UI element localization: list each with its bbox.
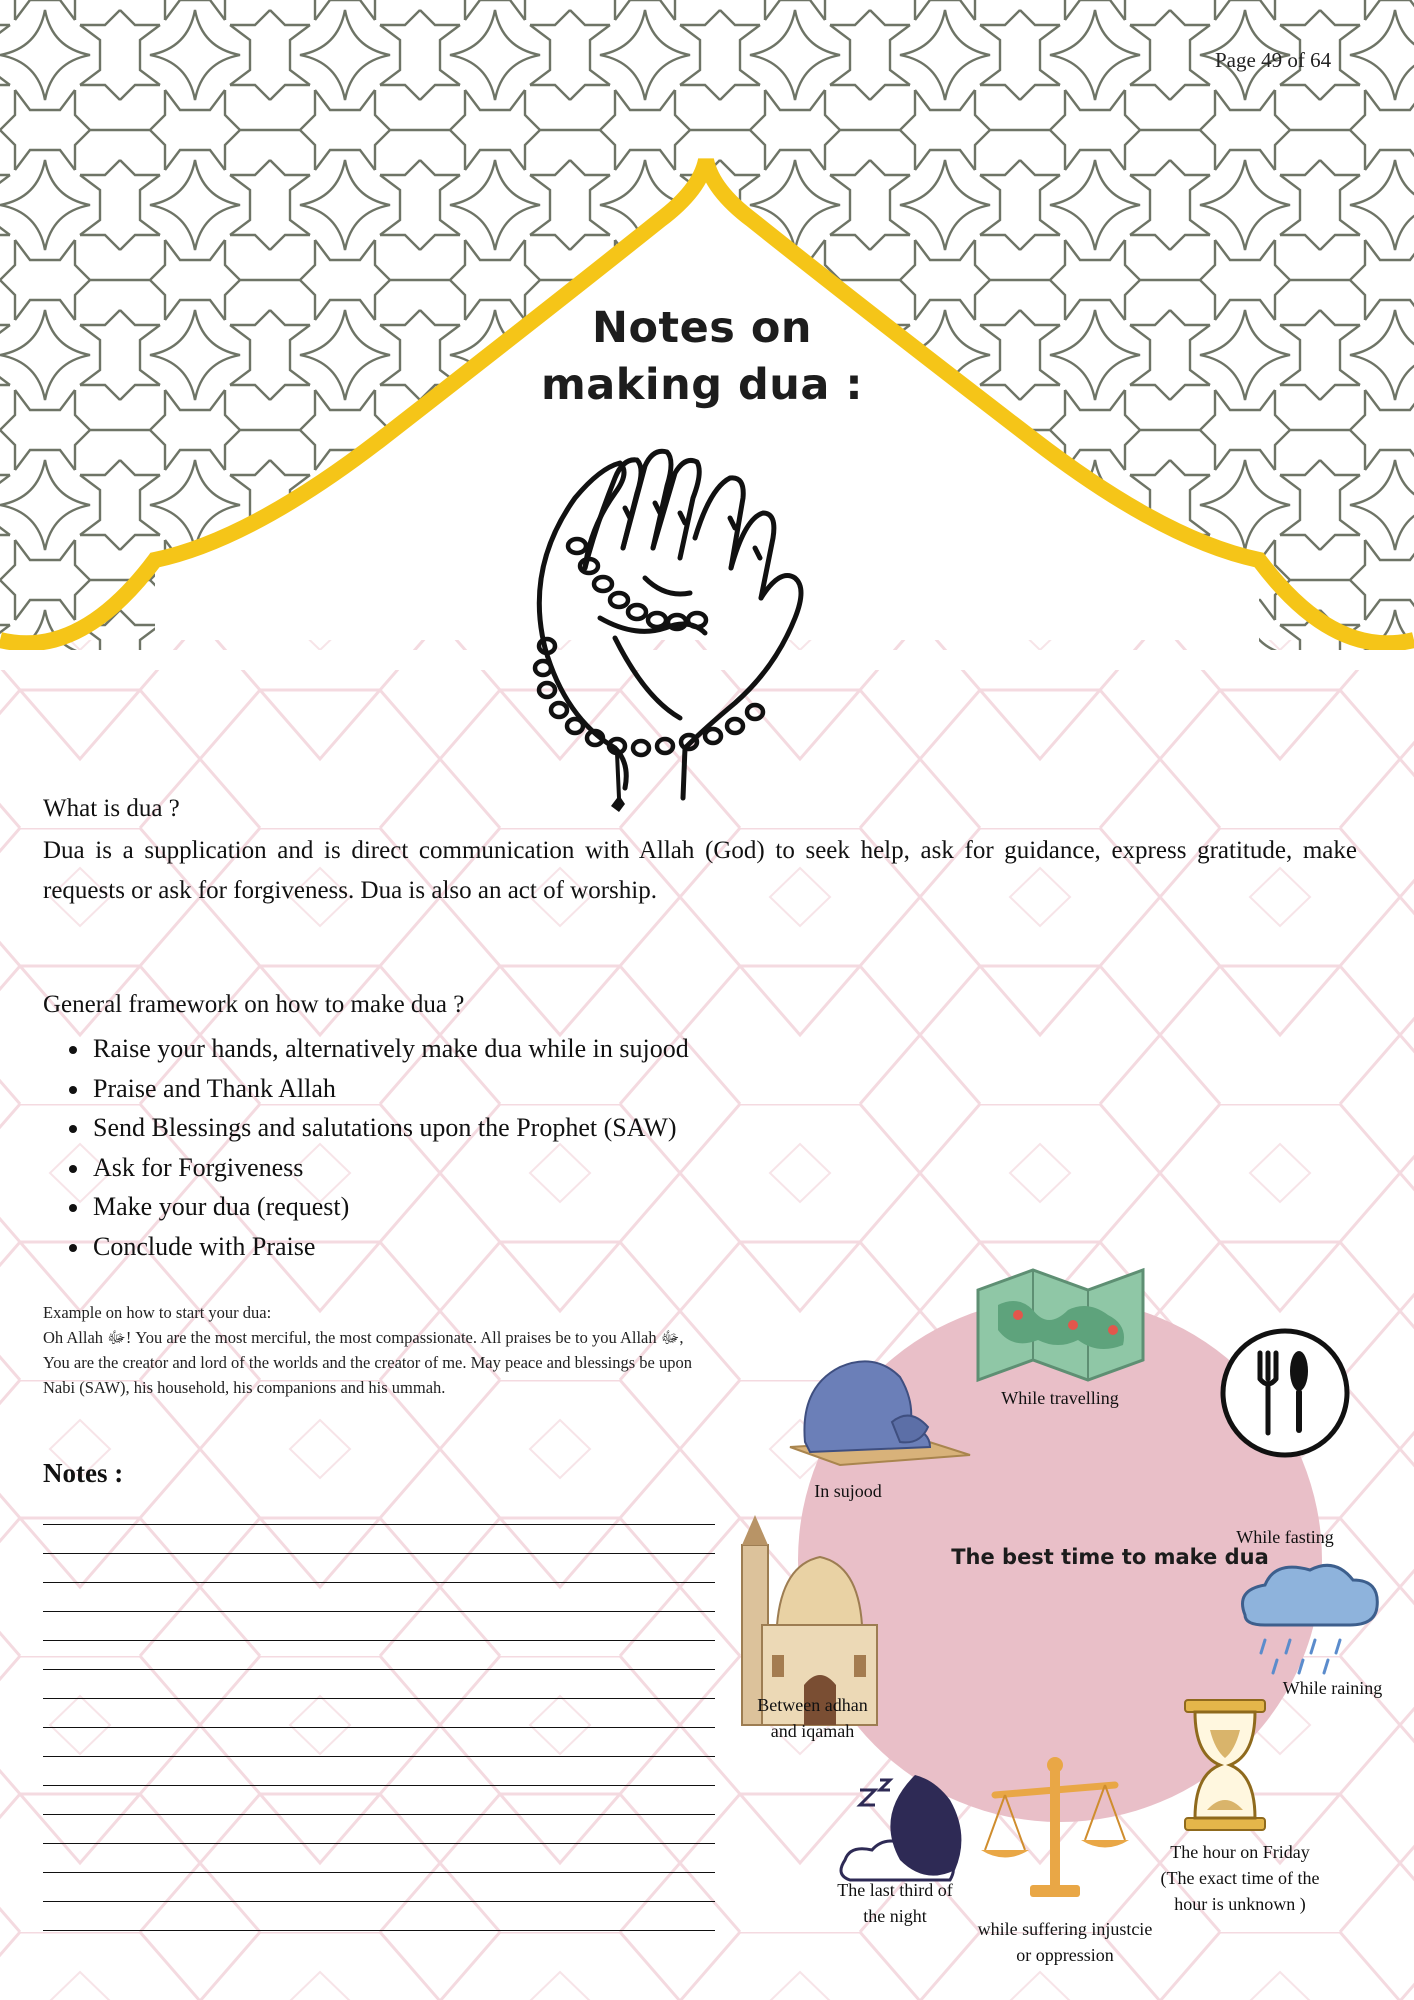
title-line-1: Notes on xyxy=(592,303,812,353)
label-hour-on-friday: The hour on Friday (The exact time of the hour is unknown ) xyxy=(1160,1842,1320,1914)
list-item: • Praise and Thank Allah xyxy=(91,1069,689,1109)
best-times-title: The best time to make dua xyxy=(951,1545,1269,1569)
note-line xyxy=(43,1640,715,1641)
framework-steps xyxy=(43,1029,689,1267)
label-while-fasting: While fasting xyxy=(1236,1527,1334,1547)
list-item: • Raise your hands, alternatively make dua while in sujood xyxy=(91,1029,689,1069)
page-number: Page 49 of 64 xyxy=(1215,48,1332,72)
note-line xyxy=(43,1582,715,1583)
note-line xyxy=(43,1930,715,1931)
note-line xyxy=(43,1698,715,1699)
label-suffering-injustice: while suffering injustcie or oppression xyxy=(977,1919,1153,1965)
example-line: You are the creator and lord of the worlds and the creator of me. May peace and blessings be upon xyxy=(43,1353,692,1372)
example-dua xyxy=(43,1300,788,1400)
label-while-travelling: While travelling xyxy=(1001,1388,1119,1408)
note-line xyxy=(43,1611,715,1612)
list-item: • Ask for Forgiveness xyxy=(91,1148,689,1188)
what-is-dua-question: What is dua ? xyxy=(43,795,180,822)
example-heading: Example on how to start your dua: xyxy=(43,1303,272,1322)
example-line: Oh Allah ﷻ! You are the most merciful, the most compassionate. All praises be to you Allah ﷻ, xyxy=(43,1328,684,1347)
label-while-raining: While raining xyxy=(1282,1678,1383,1698)
note-line xyxy=(43,1553,715,1554)
notes-heading: Notes : xyxy=(43,1458,124,1488)
note-line xyxy=(43,1727,715,1728)
what-is-dua-answer: Dua is a supplication and is direct communication with Allah (God) to seek help, ask for guidance, express gratitude, make requests or ask for forgiveness. Dua is also an act of worship. xyxy=(43,837,1357,904)
fork-spoon-icon xyxy=(1223,1331,1347,1455)
list-item: • Send Blessings and salutations upon the Prophet (SAW) xyxy=(91,1108,689,1148)
framework-question: General framework on how to make dua ? xyxy=(43,991,465,1018)
label-in-sujood: In sujood xyxy=(814,1481,882,1501)
list-item: • Conclude with Praise xyxy=(91,1227,689,1267)
note-line xyxy=(43,1814,715,1815)
note-line xyxy=(43,1669,715,1670)
label-between-adhan-iqamah: Between adhan and iqamah xyxy=(757,1695,868,1741)
note-line xyxy=(43,1843,715,1844)
note-line xyxy=(43,1524,715,1525)
list-item: • Make your dua (request) xyxy=(91,1187,689,1227)
note-line xyxy=(43,1872,715,1873)
page-title xyxy=(452,300,952,414)
praying-hands-icon xyxy=(505,418,855,818)
note-line xyxy=(43,1785,715,1786)
note-line xyxy=(43,1756,715,1757)
label-last-third-of-night: The last third of the night xyxy=(837,1880,953,1926)
example-line: Nabi (SAW), his household, his companions and his ummah. xyxy=(43,1378,446,1397)
title-line-2: making dua : xyxy=(540,360,864,410)
map-icon xyxy=(978,1270,1143,1380)
note-line xyxy=(43,1901,715,1902)
